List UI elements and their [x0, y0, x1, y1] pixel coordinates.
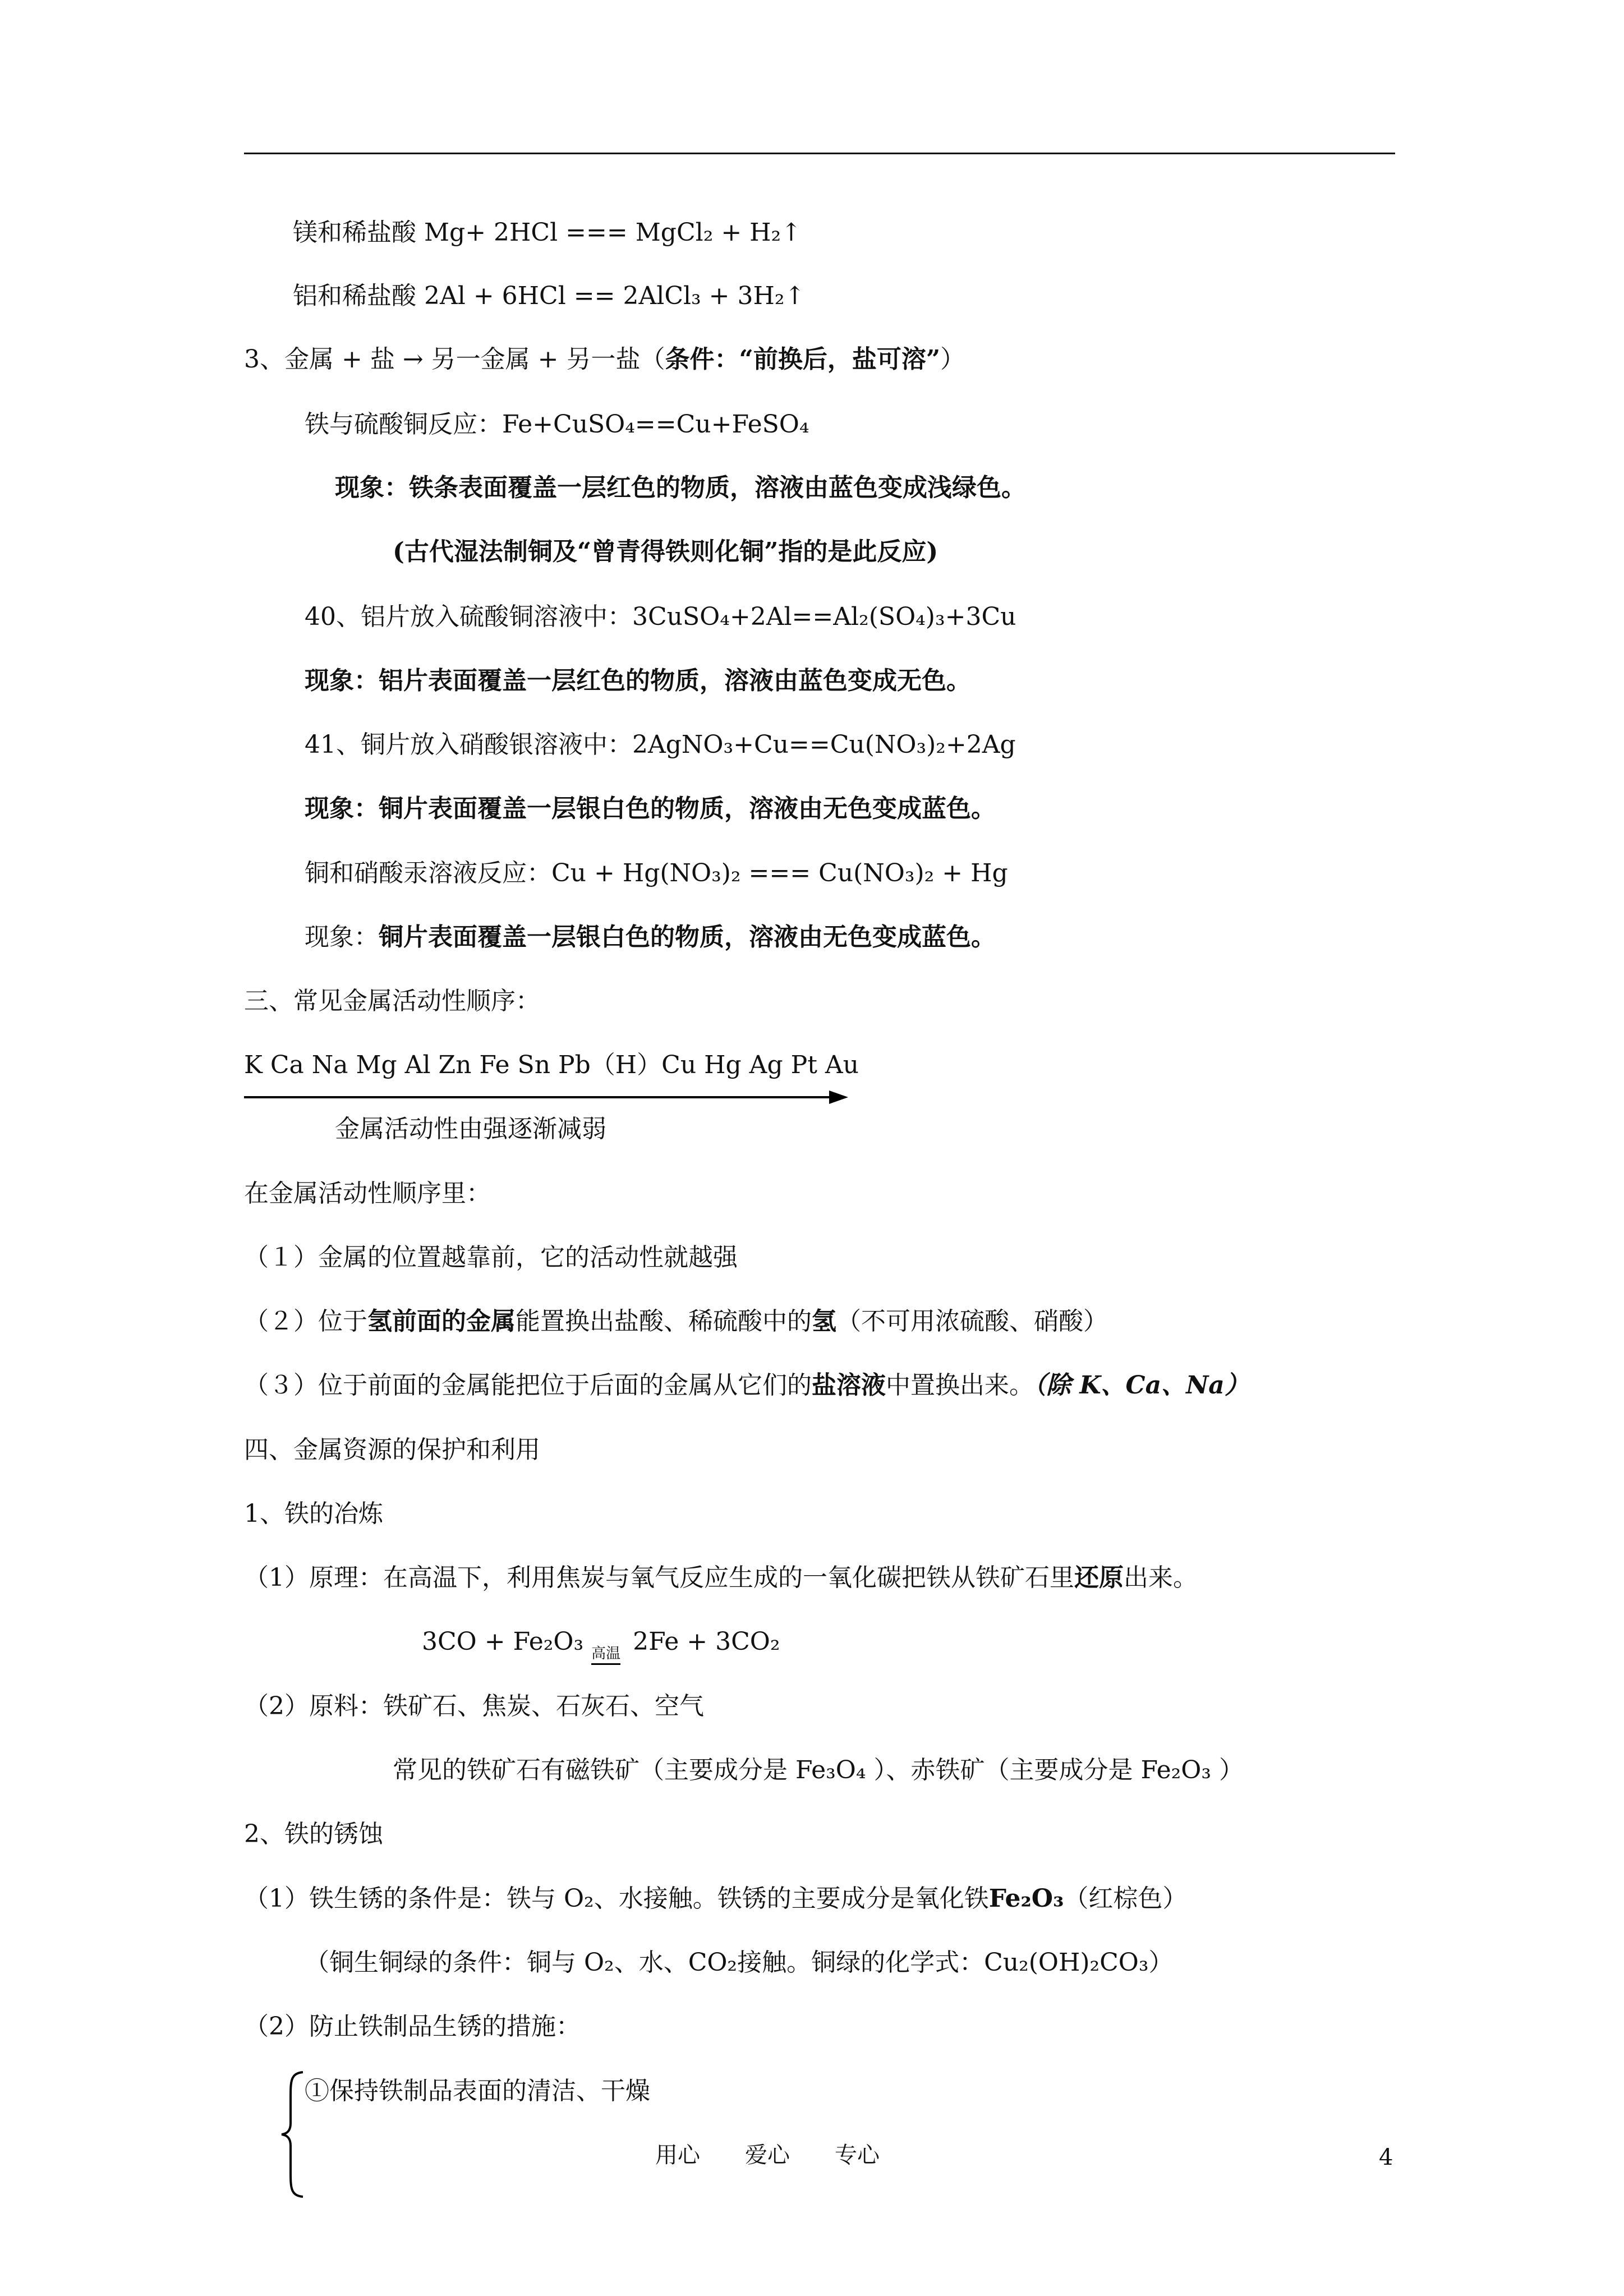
line-41-cu-agno3: 41、铜片放入硝酸银溶液中：2AgNO₃+Cu==Cu(NO₃)₂+2Ag: [305, 730, 1016, 759]
line-40-al-cuso4: 40、铝片放入硫酸铜溶液中：3CuSO₄+2Al==Al₂(SO₄)₃+3Cu: [305, 602, 1016, 631]
line-fe-phenomenon: 现象：铁条表面覆盖一层红色的物质，溶液由蓝色变成浅绿色。: [335, 473, 1026, 502]
rule-3-bold: 盐溶液: [812, 1371, 886, 1400]
activity-series: K Ca Na Mg Al Zn Fe Sn Pb（H）Cu Hg Ag Pt Au: [244, 1051, 859, 1079]
subsection-rusting: 2、铁的锈蚀: [244, 1820, 383, 1848]
phenomenon-label: 现象：: [305, 923, 379, 951]
principle-end: 出来。: [1124, 1563, 1198, 1592]
line-cu-hgno3: 铜和硝酸汞溶液反应：Cu + Hg(NO₃)₂ === Cu(NO₃)₂ + Hg: [305, 859, 1008, 887]
rust-text: （1）铁生锈的条件是：铁与 O₂、水接触。铁锈的主要成分是氧化铁: [244, 1884, 989, 1913]
line-cu-hg-phenomenon: [305, 925, 996, 950]
rule-3: [244, 1373, 1249, 1398]
rule-3-exception: （除 K、Ca、Na）: [1034, 1371, 1249, 1400]
arrow-head-icon: [829, 1091, 848, 1104]
equation-right: 2Fe + 3CO₂: [633, 1627, 780, 1656]
rule-2: [244, 1309, 1108, 1334]
header-rule: [244, 153, 1395, 154]
subsection-smelting: 1、铁的冶炼: [244, 1499, 383, 1528]
rule-2-bold-b: 氢: [812, 1307, 836, 1336]
line-cu-phenomenon: 现象：铜片表面覆盖一层银白色的物质，溶液由无色变成蓝色。: [305, 794, 996, 823]
rule-2-part-a: （２）位于: [244, 1307, 367, 1336]
smelting-equation: [422, 1627, 780, 1662]
condition-high-temp: 高温: [591, 1646, 620, 1665]
rule-2-part-b: 能置换出盐酸、稀硫酸中的: [516, 1307, 812, 1336]
rust-color: （红棕色）: [1064, 1884, 1188, 1913]
line-in-series: 在金属活动性顺序里：: [244, 1179, 491, 1208]
equation-left: 3CO + Fe₂O₃: [422, 1627, 584, 1656]
smelting-principle: [244, 1563, 1198, 1592]
rust-conditions: [244, 1884, 1188, 1913]
line-fe-cuso4: 铁与硫酸铜反应：Fe+CuSO₄==Cu+FeSO₄: [305, 410, 809, 439]
metal-salt-rule: 3、金属 + 盐 → 另一金属 + 另一盐（: [244, 345, 665, 374]
activity-arrow-line: [244, 1096, 833, 1098]
copper-patina: （铜生铜绿的条件：铜与 O₂、水、CO₂接触。铜绿的化学式：Cu₂(OH)₂CO₃）: [305, 1948, 1174, 1977]
prevention-1: ①保持铁制品表面的清洁、干燥: [305, 2077, 650, 2105]
raw-materials: （2）原料：铁矿石、焦炭、石灰石、空气: [244, 1692, 704, 1720]
rule-2-part-c: （不可用浓硫酸、硝酸）: [836, 1307, 1108, 1336]
principle-text: （1）原理：在高温下，利用焦炭与氧气反应生成的一氧化碳把铁从铁矿石里: [244, 1563, 1074, 1592]
metal-salt-close: ）: [940, 345, 965, 374]
activity-arrow-caption: 金属活动性由强逐渐减弱: [335, 1115, 606, 1143]
line-al-phenomenon: 现象：铝片表面覆盖一层红色的物质，溶液由蓝色变成无色。: [305, 666, 971, 695]
section-resources: 四、金属资源的保护和利用: [244, 1435, 540, 1464]
iron-ores: 常见的铁矿石有磁铁矿（主要成分是 Fe₃O₄ ）、赤铁矿（主要成分是 Fe₂O₃ ）: [393, 1756, 1244, 1784]
page-number: 4: [1379, 2145, 1393, 2170]
line-mg-hcl: 镁和稀盐酸 Mg+ 2HCl === MgCl₂ + H₂↑: [293, 218, 802, 247]
line-metal-salt: [244, 347, 965, 372]
rule-3-part-b: 中置换出来。: [886, 1371, 1034, 1400]
rule-2-bold-a: 氢前面的金属: [367, 1307, 516, 1336]
line-al-hcl: 铝和稀盐酸 2Al + 6HCl == 2AlCl₃ + 3H₂↑: [293, 282, 806, 310]
rust-formula: Fe₂O₃: [988, 1884, 1064, 1913]
line-ancient-copper: (古代湿法制铜及“曾青得铁则化铜”指的是此反应): [393, 537, 938, 566]
rule-1: （１）金属的位置越靠前，它的活动性就越强: [244, 1243, 738, 1272]
principle-bold: 还原: [1074, 1563, 1124, 1592]
metal-salt-condition: 条件：“前换后，盐可溶”: [665, 345, 941, 374]
section-activity-series: 三、常见金属活动性顺序：: [244, 987, 540, 1015]
phenomenon-text: 铜片表面覆盖一层银白色的物质，溶液由无色变成蓝色。: [379, 923, 996, 951]
curly-brace-icon: [279, 2070, 305, 2199]
footer: 用心 爱心 专心: [655, 2142, 880, 2168]
rust-prevention: （2）防止铁制品生锈的措施：: [244, 2012, 581, 2041]
rule-3-part-a: （３）位于前面的金属能把位于后面的金属从它们的: [244, 1371, 812, 1400]
